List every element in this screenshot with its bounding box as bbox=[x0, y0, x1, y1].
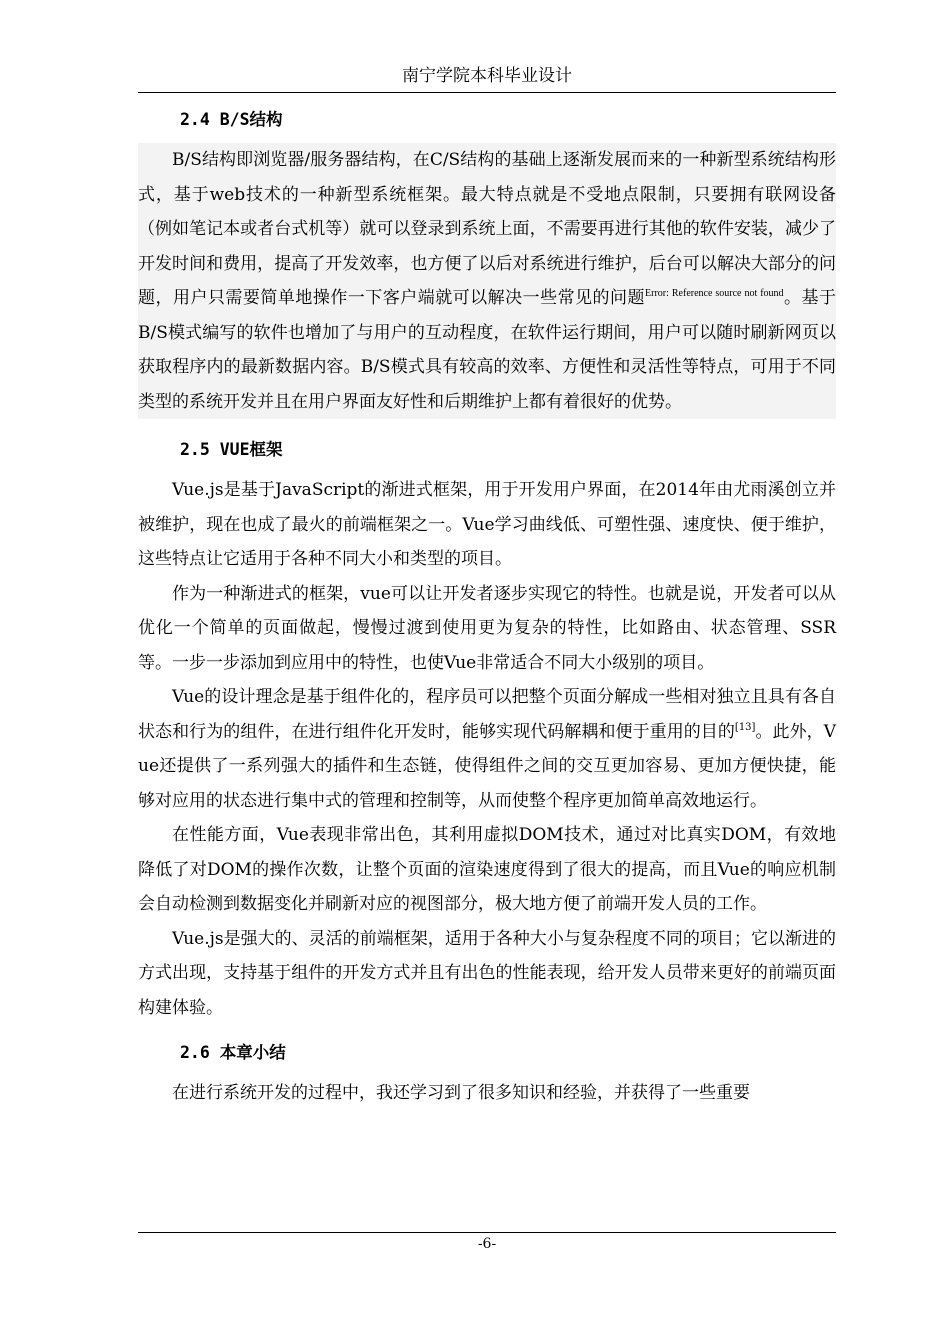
paragraph-text: Vue的设计理念是基于组件化的，程序员可以把整个页面分解成一些相对独立且具有各自状态和行为的组件，在进行组件化开发时，能够实现代码解耦和便于重用的目的 bbox=[138, 687, 836, 742]
paragraph-vue-performance: 在性能方面，Vue表现非常出色，其利用虚拟DOM技术，通过对比真实DOM，有效地降低了对DOM的操作次数，让整个页面的渲染速度得到了很大的提高，而且Vue的响应机制会自动检测到数据变化并刷新对应的视图部分，极大地方便了前端开发人员的工作。 bbox=[138, 825, 836, 914]
page-number: -6- bbox=[477, 1236, 497, 1252]
section-heading-2-4: 2.4 B/S结构 bbox=[180, 110, 283, 129]
paragraph-text-continued: 。此外，Vue还提供了一系列强大的插件和生态链，使得组件之间的交互更加容易、更加方便快捷，能够对应用的状态进行集中式的管理和控制等，从而使整个程序更加简单高效地运行。 bbox=[138, 721, 837, 811]
reference-error-superscript: Error: Reference source not found bbox=[645, 288, 784, 299]
header-rule bbox=[138, 92, 836, 93]
section-heading-2-6: 2.6 本章小结 bbox=[180, 1043, 286, 1062]
shaded-paragraph-block bbox=[138, 143, 836, 419]
paragraph-chapter-summary: 在进行系统开发的过程中，我还学习到了很多知识和经验，并获得了一些重要 bbox=[172, 1083, 750, 1103]
footer-rule bbox=[138, 1232, 836, 1233]
running-header: 南宁学院本科毕业设计 bbox=[402, 66, 572, 86]
page-body bbox=[138, 108, 836, 1111]
section-heading-2-5: 2.5 VUE框架 bbox=[180, 440, 283, 459]
paragraph-bs-structure bbox=[138, 143, 836, 419]
paragraph-vue-progressive: 作为一种渐进式的框架，vue可以让开发者逐步实现它的特性。也就是说，开发者可以从优化一个简单的页面做起，慢慢过渡到使用更为复杂的特性，比如路由、状态管理、SSR等。一步一步添加到应用中的特性，也使Vue非常适合不同大小级别的项目。 bbox=[138, 583, 836, 673]
paragraph-vue-summary: Vue.js是强大的、灵活的前端框架，适用于各种大小与复杂程度不同的项目；它以渐进的方式出现，支持基于组件的开发方式并且有出色的性能表现，给开发人员带来更好的前端页面构建体验。 bbox=[138, 928, 836, 1018]
paragraph-vue-components bbox=[138, 680, 836, 818]
paragraph-text-continued: 。基于B/S模式编写的软件也增加了与用户的互动程度，在软件运行期间，用户可以随时刷新网页以获取程序内的最新数据内容。B/S模式具有较高的效率、方便性和灵活性等特点，可用于不同类型的系统开发并且在用户界面友好性和后期维护上都有着很好的优势。 bbox=[138, 288, 837, 412]
paragraph-text: B/S结构即浏览器/服务器结构，在C/S结构的基础上逐渐发展而来的一种新型系统结构形式，基于web技术的一种新型系统框架。最大特点就是不受地点限制，只要拥有联网设备（例如笔记本或者台式机等）就可以登录到系统上面，不需要再进行其他的软件安装，减少了开发时间和费用，提高了开发效率，也方便了以后对系统进行维护，后台可以解决大部分的问题，用户只需要简单地操作一下客户端就可以解决一些常见的问题 bbox=[138, 150, 836, 308]
paragraph-vue-intro: Vue.js是基于JavaScript的渐进式框架，用于开发用户界面，在2014年由尤雨溪创立并被维护，现在也成了最火的前端框架之一。Vue学习曲线低、可塑性强、速度快、便于维护，这些特点让它适用于各种不同大小和类型的项目。 bbox=[138, 480, 836, 569]
citation-superscript: [13] bbox=[734, 721, 756, 733]
